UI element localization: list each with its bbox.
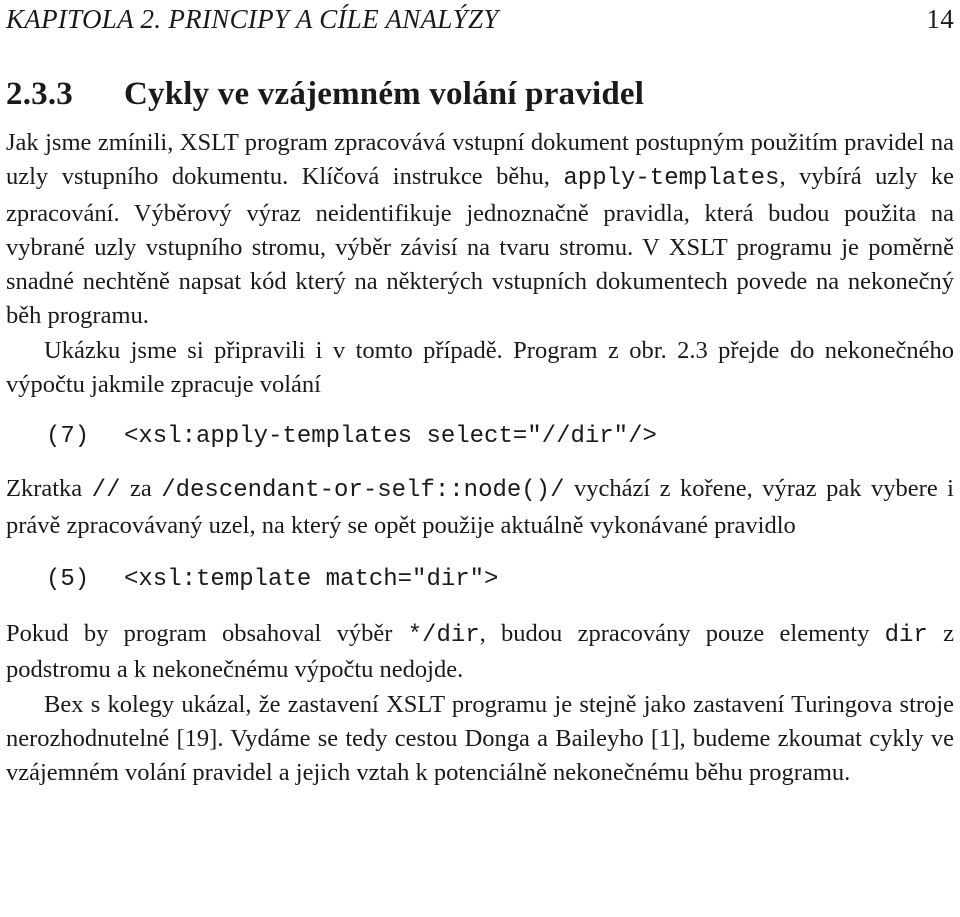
code-star-dir: */dir	[407, 621, 480, 649]
section-title: Cykly ve vzájemném volání pravidel	[124, 76, 645, 112]
paragraph-3	[6, 472, 954, 543]
paragraph-2: Ukázku jsme si připravili i v tomto případě. Program z obr. 2.3 přejde do nekonečného výpočtu jakmile zpracuje volání	[6, 336, 954, 399]
section-heading	[6, 74, 954, 114]
code-example-1	[6, 420, 954, 454]
paragraph-1-text-b: , vybírá uzly ke zpracování. Výběrový výraz neidentifikuje jednoznačně pravidla, která budou použita na vybrané uzly vstupního stromu, výběr závisí na tvaru stromu. V XSLT programu je poměrně snadné nechtěně napsat kód který na některých vstupních dokumentech povede na nekonečný běh programu.	[6, 163, 954, 330]
code-example-2-label: (5)	[46, 565, 90, 593]
code-dir: dir	[884, 621, 928, 649]
paragraph-1	[6, 126, 954, 334]
paragraph-3-text-a: Zkratka	[6, 475, 92, 503]
code-descendant-axis: /descendant-or-self::node()/	[161, 477, 565, 505]
code-example-1-label: (7)	[46, 423, 90, 451]
code-apply-templates: apply-templates	[563, 165, 780, 193]
page	[6, 0, 954, 790]
paragraph-1-text-a: Jak jsme zmínili, XSLT program zpracovává vstupní dokument postupným použitím pravidel na uzly vstupního dokumentu. Klíčová instrukce běhu,	[6, 129, 954, 191]
paragraph-4-text-a: Pokud by program obsahoval výběr	[6, 619, 408, 647]
running-title: KAPITOLA 2. PRINCIPY A CÍLE ANALÝZY	[6, 4, 499, 34]
section-number: 2.3.3	[6, 76, 73, 112]
code-double-slash: //	[91, 477, 121, 505]
paragraph-3-text-b: za	[120, 475, 162, 503]
paragraph-4	[6, 617, 954, 688]
running-header	[6, 4, 954, 40]
code-example-2	[6, 563, 954, 597]
paragraph-4-text-b: , budou zpracovány pouze elementy	[479, 619, 885, 647]
paragraph-3-text-c: vychází z kořene, výraz pak vybere i právě zpracovávaný uzel, na který se opět použije aktuálně vykonávané pravidlo	[6, 475, 954, 539]
code-example-1-code: <xsl:apply-templates select="//dir"/>	[124, 423, 657, 451]
paragraph-4-text-c: z podstromu a k nekonečnému výpočtu nedojde.	[6, 619, 954, 684]
page-number: 14	[926, 4, 954, 34]
paragraph-5: Bex s kolegy ukázal, že zastavení XSLT programu je stejně jako zastavení Turingova stroje nerozhodnutelné [19]. Vydáme se tedy cestou Donga a Baileyho [1], budeme zkoumat cykly ve vzájemném volání pravidel a jejich vztah k potenciálně nekonečnému běhu programu.	[6, 690, 954, 787]
code-example-2-code: <xsl:template match="dir">	[124, 565, 499, 593]
